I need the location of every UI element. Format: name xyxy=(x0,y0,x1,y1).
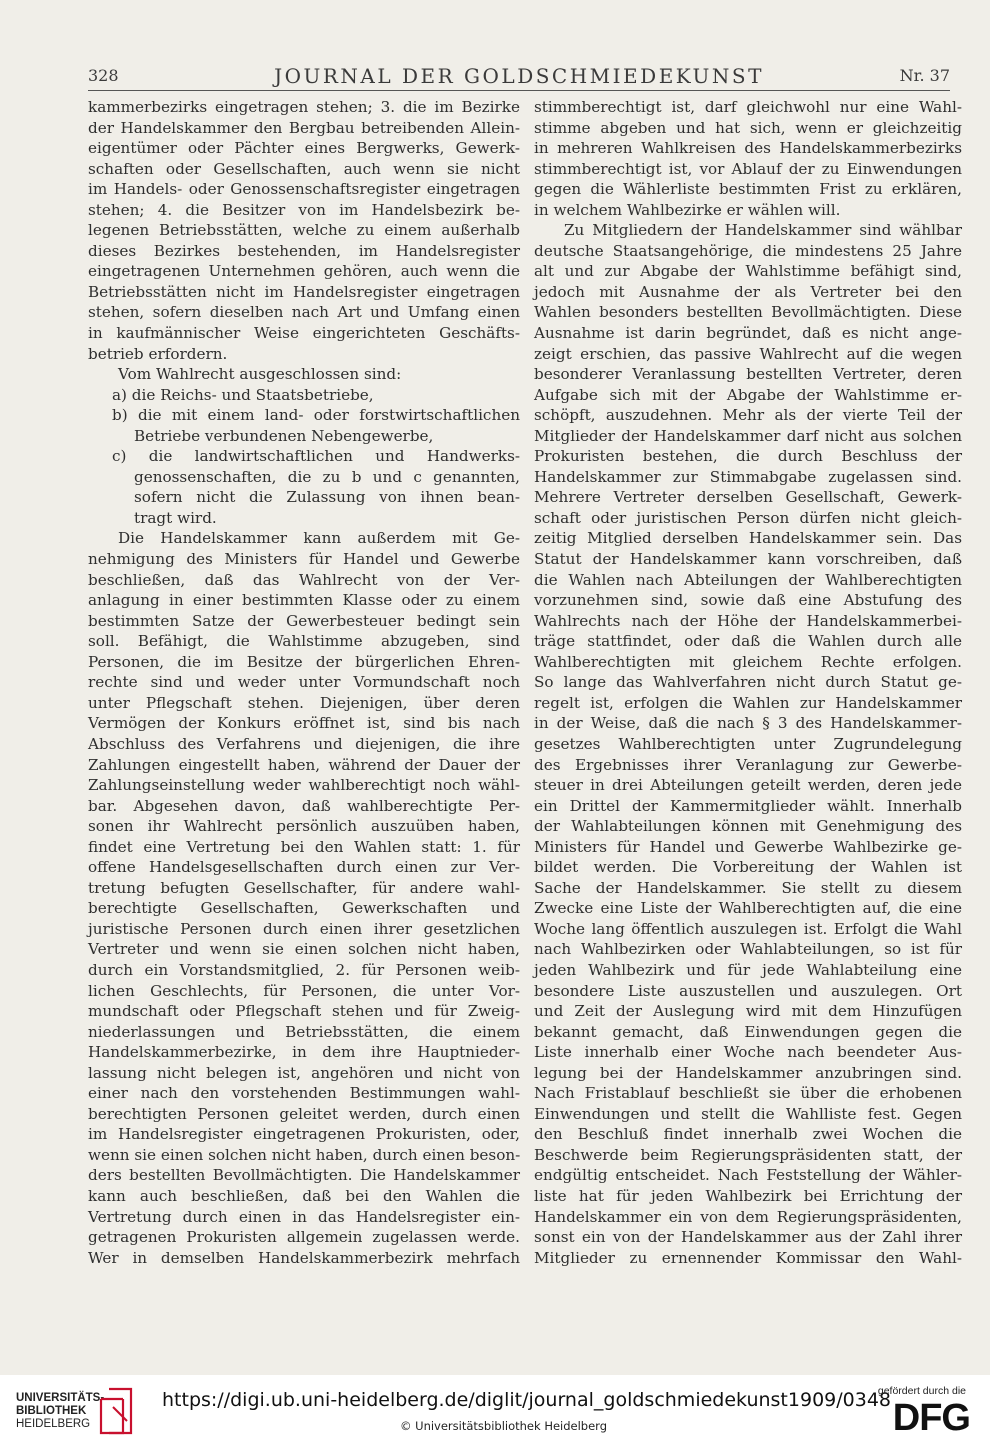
header-rule xyxy=(88,90,950,91)
library-logo-icon xyxy=(97,1385,137,1437)
text-line: besonderer Veranlassung bestellten Vertreter, deren xyxy=(534,365,962,384)
library-name-line3: HEIDELBERG xyxy=(16,1418,91,1430)
text-line: schaft oder juristischen Person dürfen nicht gleich- xyxy=(534,508,962,527)
copyright-notice: © Universitätsbibliothek Heidelberg xyxy=(400,1419,608,1433)
text-line: vorzunehmen sind, sowie daß eine Abstufung des xyxy=(534,591,962,610)
text-line: Liste innerhalb einer Woche nach beendeter Aus- xyxy=(534,1043,962,1062)
text-line: liste hat für jeden Wahlbezirk bei Errichtung der xyxy=(534,1186,962,1205)
text-line: Mehrere Vertreter derselben Gesellschaft, Gewerk- xyxy=(534,488,962,507)
text-line: c) die landwirtschaftlichen und Handwerks- xyxy=(112,447,520,466)
text-line: der Handelskammer den Bergbau betreibenden Allein- xyxy=(88,118,520,137)
text-line: Betriebe verbundenen Nebengewerbe, xyxy=(134,426,434,445)
text-line: stehen, sofern dieselben nach Art und Umfang einen xyxy=(88,303,520,322)
text-line: Nach Fristablauf beschließt sie über die erhobenen xyxy=(534,1084,962,1103)
text-line: anlagung in einer bestimmten Klasse oder zu einem xyxy=(88,591,520,610)
text-line: legung bei der Handelskammer anzubringen sind. xyxy=(534,1063,962,1082)
text-line: tretung befugten Gesellschafter, für andere wahl- xyxy=(88,878,520,897)
text-line: stimme abgeben und hat sich, wenn er gleichzeitig xyxy=(534,118,962,137)
text-line: in der Weise, daß die nach § 3 des Handelskammer- xyxy=(534,714,962,733)
text-line: Wahlberechtigten mit gleichem Rechte erfolgen. xyxy=(534,652,962,671)
text-line: lassung nicht belegen ist, angehören und nicht von xyxy=(88,1063,520,1082)
text-line: nehmigung des Ministers für Handel und Gewerbe xyxy=(88,550,520,569)
text-line: schaften oder Gesellschaften, auch wenn sie nicht xyxy=(88,159,520,178)
journal-title: JOURNAL DER GOLDSCHMIEDEKUNST xyxy=(274,64,764,88)
text-line: Woche lang öffentlich auszulegen ist. Erfolgt die Wahl xyxy=(534,919,962,938)
text-line: Wer in demselben Handelskammerbezirk mehrfach xyxy=(88,1248,520,1267)
text-line: Vertreter und wenn sie einen solchen nicht haben, xyxy=(88,940,520,959)
text-line: und Zeit der Auslegung wird mit dem Hinzufügen xyxy=(534,1002,962,1021)
text-line: Handelskammerbezirke, in dem ihre Hauptnieder- xyxy=(88,1043,520,1062)
text-line: genossenschaften, die zu b und c genannten, xyxy=(134,467,520,486)
text-line: sonen ihr Wahlrecht persönlich auszuüben haben, xyxy=(88,817,520,836)
library-name-line2: BIBLIOTHEK xyxy=(16,1405,87,1417)
text-line: gesetzes Wahlberechtigten unter Zugrundelegung xyxy=(534,734,962,753)
text-line: im Handelsregister eingetragenen Prokuristen, oder, xyxy=(88,1125,520,1144)
text-line: Ausnahme ist darin begründet, daß es nicht ange- xyxy=(534,324,962,343)
text-line: Handelskammer ein von dem Regierungspräsidenten, xyxy=(534,1207,962,1226)
text-line: die Wahlen nach Abteilungen der Wahlberechtigten xyxy=(534,570,962,589)
text-line: durch ein Vorstandsmitglied, 2. für Personen weib- xyxy=(88,960,520,979)
text-line: findet eine Vertretung bei den Wahlen statt: 1. für xyxy=(88,837,520,856)
text-line: sofern nicht die Zulassung von ihnen bean- xyxy=(134,488,520,507)
text-line: Mitglieder der Handelskammer darf nicht aus solchen xyxy=(534,426,962,445)
text-line: steuer in drei Abteilungen geteilt werden, deren jede xyxy=(534,776,962,795)
funding-label: gefördert durch die xyxy=(877,1385,966,1397)
text-line: niederlassungen und Betriebsstätten, die einem xyxy=(88,1022,520,1041)
text-line: in kaufmännischer Weise eingerichteten Geschäfts- xyxy=(88,324,520,343)
text-line: zeigt erschien, das passive Wahlrecht auf die wegen xyxy=(534,344,962,363)
text-line: beschließen, daß das Wahlrecht von der Ver- xyxy=(88,570,520,589)
text-line: gegen die Wählerliste bestimmten Frist zu erklären, xyxy=(534,180,962,199)
text-line: alt und zur Abgabe der Wahlstimme befähigt sind, xyxy=(534,262,962,281)
text-line: lichen Geschlechts, für Personen, die unter Vor- xyxy=(88,981,520,1000)
text-line: unter Pflegschaft stehen. Diejenigen, über deren xyxy=(88,693,520,712)
text-line: sonst ein von der Handelskammer aus der Zahl ihrer xyxy=(534,1228,962,1247)
text-line: der Wahlabteilungen können mit Genehmigung des xyxy=(534,817,962,836)
text-line: deutsche Staatsangehörige, die mindestens 25 Jahre xyxy=(534,241,962,260)
text-line: in welchem Wahlbezirke er wählen will. xyxy=(534,200,841,219)
text-line: endgültig entscheidet. Nach Feststellung der Wähler- xyxy=(534,1166,962,1185)
text-line: offene Handelsgesellschaften durch einen zur Ver- xyxy=(88,858,520,877)
text-line: Handelskammer zur Stimmabgabe zugelassen sind. xyxy=(534,467,962,486)
text-line: kann auch beschließen, daß bei den Wahlen die xyxy=(88,1186,520,1205)
text-line: juristische Personen durch einen ihrer gesetzlichen xyxy=(88,919,520,938)
text-line: bestimmten Satze der Gewerbesteuer bedingt sein xyxy=(88,611,520,630)
text-line: Die Handelskammer kann außerdem mit Ge- xyxy=(118,529,520,548)
text-line: jedoch mit Ausnahme der als Vertreter bei den xyxy=(534,282,962,301)
text-line: Beschwerde beim Regierungspräsidenten statt, der xyxy=(534,1145,962,1164)
dfg-logo: DFG xyxy=(892,1397,970,1439)
permalink-url[interactable]: https://digi.ub.uni-heidelberg.de/diglit/journal_goldschmiedekunst1909/0348 xyxy=(162,1389,891,1411)
text-line: Abschluss des Verfahrens und diejenigen, die ihre xyxy=(88,734,520,753)
text-line: ders bestellten Bevollmächtigten. Die Handelskammer xyxy=(88,1166,520,1185)
text-line: Wahlen besonders bestellten Bevollmächtigten. Diese xyxy=(534,303,962,322)
text-line: den Beschluß findet innerhalb zwei Wochen die xyxy=(534,1125,962,1144)
text-line: Sache der Handelskammer. Sie stellt zu diesem xyxy=(534,878,962,897)
text-line: stimmberechtigt ist, vor Ablauf der zu Einwendungen xyxy=(534,159,962,178)
left-column xyxy=(88,97,520,1268)
page-number: 328 xyxy=(88,66,119,85)
text-line: regelt ist, erfolgen die Wahlen zur Handelskammer xyxy=(534,693,962,712)
text-line: schöpft, auszudehnen. Mehr als der vierte Teil der xyxy=(534,406,962,425)
issue-number: Nr. 37 xyxy=(899,66,950,85)
text-line: Mitglieder zu ernennender Kommissar den Wahl- xyxy=(534,1248,962,1267)
text-line: Personen, die im Besitze der bürgerlichen Ehren- xyxy=(88,652,520,671)
text-line: eingetragenen Unternehmen gehören, auch wenn die xyxy=(88,262,520,281)
text-line: dieses Bezirkes bestehenden, im Handelsregister xyxy=(88,241,520,260)
text-line: besondere Liste auszustellen und auszulegen. Ort xyxy=(534,981,962,1000)
text-line: eigentümer oder Pächter eines Bergwerks, Gewerk- xyxy=(88,139,520,158)
page-header xyxy=(88,66,950,88)
text-line: Vertretung durch einen in das Handelsregister ein- xyxy=(88,1207,520,1226)
text-line: Statut der Handelskammer kann vorschreiben, daß xyxy=(534,550,962,569)
footer-bar xyxy=(0,1375,990,1445)
text-line: ein Drittel der Kammermitglieder wählt. Innerhalb xyxy=(534,796,962,815)
library-logo-text xyxy=(16,1392,104,1431)
text-line: tragt wird. xyxy=(134,508,217,527)
text-line: nach Wahlbezirken oder Wahlabteilungen, so ist für xyxy=(534,940,962,959)
text-line: b) die mit einem land- oder forstwirtschaftlichen xyxy=(112,406,520,425)
text-line: Aufgabe sich mit der Abgabe der Wahlstimme er- xyxy=(534,385,962,404)
text-line: in mehreren Wahlkreisen des Handelskammerbezirks xyxy=(534,139,962,158)
text-line: Zwecke eine Liste der Wahlberechtigten auf, die eine xyxy=(534,899,962,918)
text-line: getragenen Prokuristen allgemein zugelassen werde. xyxy=(88,1228,520,1247)
library-name-line1: UNIVERSITÄTS- xyxy=(16,1392,105,1404)
text-line: berechtigte Gesellschaften, Gewerkschaften und xyxy=(88,899,520,918)
text-line: rechte sind und weder unter Vormundschaft noch xyxy=(88,673,520,692)
text-line: zeitig Mitglied derselben Handelskammer sein. Das xyxy=(534,529,962,548)
text-line: betrieb erfordern. xyxy=(88,344,228,363)
text-line: bildet werden. Die Vorbereitung der Wahlen ist xyxy=(534,858,962,877)
text-line: Vom Wahlrecht ausgeschlossen sind: xyxy=(118,365,402,384)
text-line: stimmberechtigt ist, darf gleichwohl nur eine Wahl- xyxy=(534,98,962,116)
text-line: kammerbezirks eingetragen stehen; 3. die im Bezirke xyxy=(88,98,520,116)
text-line: des Ergebnisses ihrer Veranlagung zur Gewerbe- xyxy=(534,755,962,774)
text-line: Zahlungen eingestellt haben, während der Dauer der xyxy=(88,755,520,774)
text-line: Vermögen der Konkurs eröffnet ist, sind bis nach xyxy=(88,714,520,733)
text-line: Zahlungseinstellung weder wahlberechtigt noch wähl- xyxy=(88,776,520,795)
text-line: bar. Abgesehen davon, daß wahlberechtigte Per- xyxy=(88,796,520,815)
text-line: einer nach den vorstehenden Bestimmungen wahl- xyxy=(88,1084,520,1103)
text-line: Einwendungen und stellt die Wahlliste fest. Gegen xyxy=(534,1104,962,1123)
text-line: mundschaft oder Pflegschaft stehen und für Zweig- xyxy=(88,1002,520,1021)
text-line: So lange das Wahlverfahren nicht durch Statut ge- xyxy=(534,673,962,692)
text-line: träge stattfindet, oder daß die Wahlen durch alle xyxy=(534,632,962,651)
text-line: jeden Wahlbezirk und für jede Wahlabteilung eine xyxy=(534,960,962,979)
text-line: soll. Befähigt, die Wahlstimme abzugeben, sind xyxy=(88,632,520,651)
text-line: wenn sie einen solchen nicht haben, durch einen beson- xyxy=(88,1145,521,1164)
text-line: stehen; 4. die Besitzer von im Handelsbezirk be- xyxy=(88,200,520,219)
text-line: legenen Betriebsstätten, welche zu einem außerhalb xyxy=(88,221,520,240)
text-line: im Handels- oder Genossenschaftsregister eingetragen xyxy=(88,180,520,199)
text-line: Wahlrechts nach der Höhe der Handelskammerbei- xyxy=(534,611,962,630)
right-column xyxy=(534,97,962,1268)
text-line: berechtigten Personen geleitet werden, durch einen xyxy=(88,1104,520,1123)
text-line: bekannt gemacht, daß Einwendungen gegen die xyxy=(534,1022,962,1041)
text-line: Prokuristen bestehen, die durch Beschluss der xyxy=(534,447,962,466)
text-line: Zu Mitgliedern der Handelskammer sind wählbar xyxy=(564,221,962,240)
text-line: Ministers für Handel und Gewerbe Wahlbezirke ge- xyxy=(534,837,962,856)
text-line: a) die Reichs- und Staatsbetriebe, xyxy=(112,385,374,404)
text-line: Betriebsstätten nicht im Handelsregister eingetragen xyxy=(88,282,520,301)
